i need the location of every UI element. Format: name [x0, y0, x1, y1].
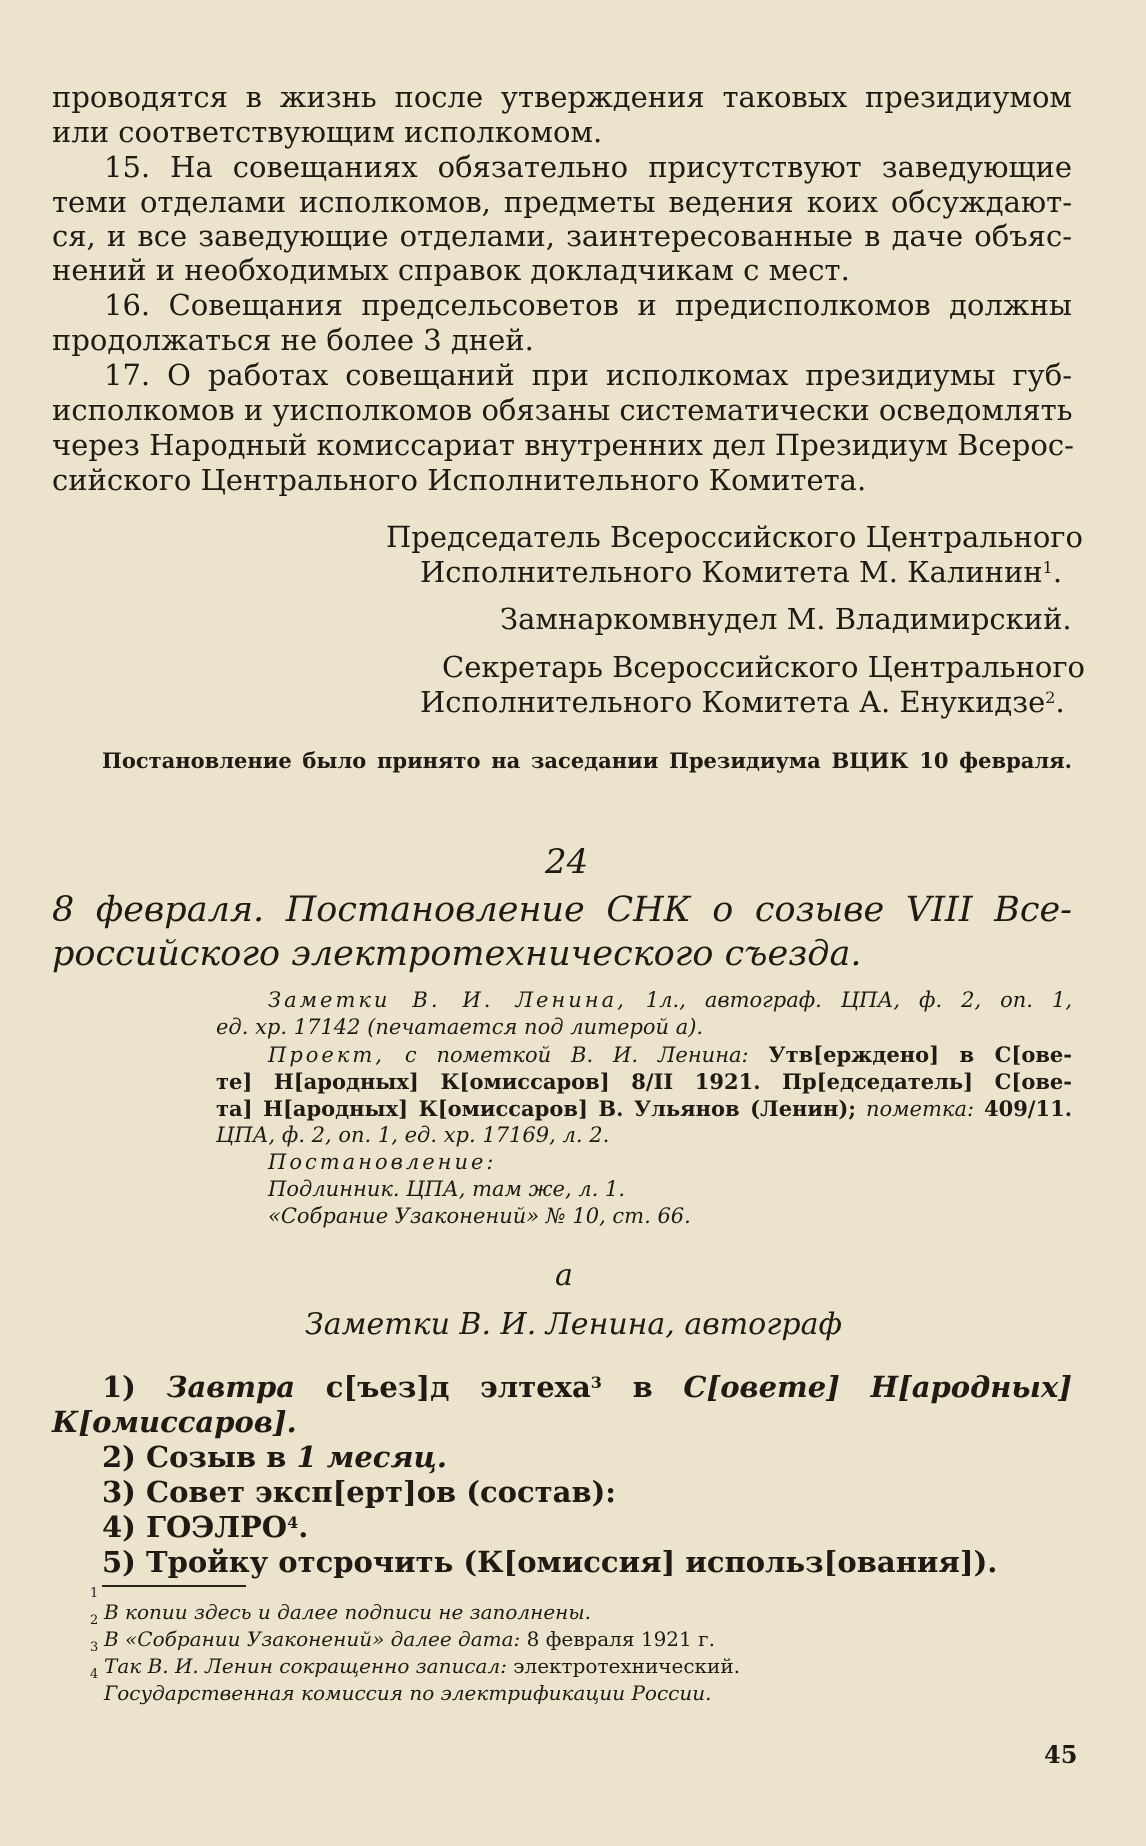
- source-line: Заметки В. И. Ленина, 1л., автограф. ЦПА, ф. 2, оп. 1,: [268, 988, 1072, 1012]
- source-line: те] Н[ародных] К[омиссаров] 8/II 1921. Пр[едседатель] С[ове-: [216, 1069, 1072, 1094]
- source-line: та] Н[ародных] К[омиссаров] В. Ульянов (Ленин); пометка: 409/11.: [216, 1096, 1073, 1121]
- signature-secretary-title: Секретарь Всероссийского Центрального: [442, 650, 1086, 684]
- source-line: Проект, с пометкой В. И. Ленина: Утв[ерждено] в С[ове-: [268, 1042, 1072, 1067]
- body-line: ся, и все заведующие отделами, заинтересованные в даче объяс-: [52, 219, 1072, 253]
- page-number: 45: [1044, 1740, 1078, 1769]
- note-item-2: 2) Созыв в 1 месяц.: [102, 1440, 447, 1474]
- body-line: через Народный комиссариат внутренних дел Президиум Всерос-: [52, 428, 1074, 462]
- note-item-1-cont: К[омиссаров].: [52, 1405, 297, 1439]
- footnote-2: 2 В «Собрании Узаконений» далее дата: 8 февраля 1921 г.: [90, 1613, 715, 1651]
- source-line: ед. хр. 17142 (печатается под литерой а).: [216, 1015, 704, 1039]
- note-item-5: 5) Тройку отсрочить (К[омиссия] использ[ования]).: [102, 1545, 998, 1579]
- signature-chair-title: Председатель Всероссийского Центрального: [386, 520, 1083, 554]
- footnote-3: 3 Так В. И. Ленин сокращенно записал: электротехнический.: [90, 1640, 741, 1678]
- body-line: сийского Центрального Исполнительного Комитета.: [52, 463, 867, 497]
- signature-chair-name: Исполнительного Комитета М. Калинин$^1$.: [420, 555, 1063, 589]
- note-item-4: 4) ГОЭЛРО$^4$.: [102, 1510, 309, 1544]
- subsection-heading: Заметки В. И. Ленина, автограф: [305, 1307, 842, 1342]
- subsection-letter: а: [555, 1258, 573, 1293]
- body-line: теми отделами исполкомов, предметы ведения коих обсуждают-: [52, 185, 1072, 219]
- signature-secretary-name: Исполнительного Комитета А. Енукидзе$^2$.: [420, 685, 1065, 719]
- source-line: «Собрание Узаконений» № 10, ст. 66.: [268, 1204, 691, 1228]
- paragraph-15: 15. На совещаниях обязательно присутствуют заведующие: [104, 150, 1072, 184]
- body-line: или соответствующим исполкомом.: [52, 115, 603, 149]
- document-title-line: 8 февраля. Постановление СНК о созыве VIII Все-: [52, 890, 1072, 930]
- body-line: продолжаться не более 3 дней.: [52, 323, 534, 357]
- paragraph-16: 16. Совещания предсельсоветов и предисполкомов должны: [104, 288, 1072, 322]
- footnote-4: 4 Государственная комиссия по электрификации России.: [90, 1667, 712, 1705]
- footnote-1: 1 В копии здесь и далее подписи не заполнены.: [90, 1586, 591, 1624]
- note-item-3: 3) Совет эксп[ерт]ов (состав):: [102, 1475, 617, 1509]
- footnote-ref: 2: [1045, 688, 1056, 707]
- body-line: исполкомов и уисполкомов обязаны систематически осведомлять: [52, 393, 1073, 427]
- source-line: Постановление:: [268, 1150, 497, 1174]
- signature-deputy: Замнаркомвнудел М. Владимирский.: [500, 602, 1072, 636]
- paragraph-17: 17. О работах совещаний при исполкомах президиумы губ-: [104, 358, 1072, 392]
- note-item-1: 1) Завтра с[ъез]д элтеха$^3$ в С[овете] Н[ародных]: [102, 1370, 1072, 1404]
- body-line: нений и необходимых справок докладчикам с мест.: [52, 253, 850, 287]
- source-line: ЦПА, ф. 2, оп. 1, ед. хр. 17169, л. 2.: [216, 1123, 610, 1147]
- adoption-note: Постановление было принято на заседании Президиума ВЦИК 10 февраля.: [102, 748, 1072, 773]
- document-title-line: российского электротехнического съезда.: [52, 934, 862, 974]
- footnote-divider: [102, 1585, 246, 1587]
- source-line: Подлинник. ЦПА, там же, л. 1.: [268, 1177, 626, 1201]
- footnote-ref: 1: [1042, 558, 1053, 577]
- body-line: проводятся в жизнь после утверждения таковых президиумом: [52, 80, 1072, 114]
- document-number: 24: [545, 842, 589, 882]
